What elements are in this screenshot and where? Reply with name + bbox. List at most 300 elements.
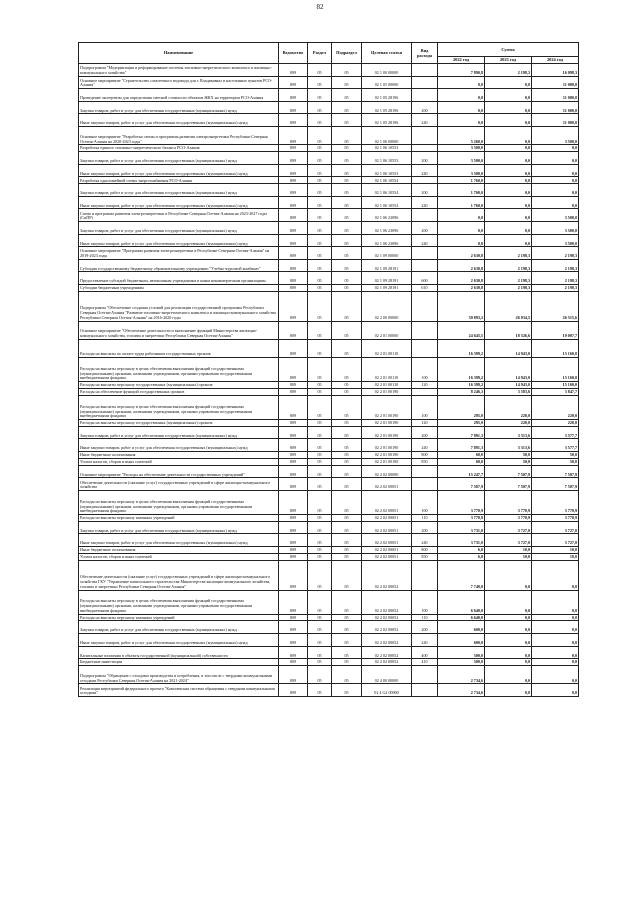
row-sum-2023: 2 198,3	[485, 259, 532, 272]
row-sum-2022: 7 507,9	[438, 478, 485, 491]
row-expense-type: 120	[412, 419, 438, 426]
row-sum-2023: 14 943,0	[485, 382, 532, 389]
row-sum-2022: 0,0	[438, 114, 485, 127]
row-sum-2023: 3 583,6	[485, 389, 532, 396]
row-sum-2023: 50,0	[485, 452, 532, 459]
table-row	[79, 419, 579, 426]
row-podrazdel: 05	[332, 209, 362, 222]
row-expense-type: 200	[412, 101, 438, 114]
table-row	[79, 89, 579, 102]
row-sum-2022: 3 731,0	[438, 521, 485, 534]
row-sum-2023: 0,0	[485, 177, 532, 184]
table-row	[79, 478, 579, 491]
row-ved: 809	[279, 358, 308, 382]
table-row	[79, 126, 579, 144]
table-row	[79, 560, 579, 590]
row-razdel: 05	[308, 247, 332, 260]
row-target-article: 02 1 06 10553	[362, 152, 412, 165]
row-target-article: 02 1 05 28196	[362, 89, 412, 102]
row-sum-2024: 0,0	[532, 177, 579, 184]
row-sum-2024: 0,0	[532, 164, 579, 177]
row-podrazdel: 05	[332, 614, 362, 621]
row-podrazdel: 05	[332, 234, 362, 247]
row-podrazdel: 05	[332, 439, 362, 452]
row-sum-2022: 0,0	[438, 89, 485, 102]
row-razdel: 05	[308, 389, 332, 396]
row-razdel: 05	[308, 164, 332, 177]
row-podrazdel: 05	[332, 145, 362, 152]
table-row	[79, 339, 579, 357]
row-name: Обеспечение деятельности (оказание услуг) государственных учреждений в сфере жилищно-коммунального хозяйства	[79, 478, 279, 491]
row-podrazdel: 05	[332, 458, 362, 465]
table-row	[79, 164, 579, 177]
row-expense-type: 240	[412, 114, 438, 127]
row-target-article: 02 1 05 00000	[362, 76, 412, 89]
table-row	[79, 177, 579, 184]
row-sum-2023: 2 198,3	[485, 64, 532, 77]
row-expense-type	[412, 247, 438, 260]
row-name: Основное мероприятие "Строительство самотечного водовода для г. Владикавказ и населенных пунктов РСО-Алания"	[79, 76, 279, 89]
row-podrazdel: 05	[332, 553, 362, 560]
row-name: Закупка товаров, работ и услуг для обеспечения государственных (муниципальных) нужд	[79, 222, 279, 235]
row-sum-2024: 0,0	[532, 646, 579, 659]
row-target-article: 02 2 01 00190	[362, 458, 412, 465]
row-name: Уплата налогов, сборов и иных платежей	[79, 458, 279, 465]
row-name: Расходы на выплаты персоналу в целях обеспечения выполнения функций государственными (муниципальными) органами, казенными учреждениями, органами управления государственными внебюджетными фондами	[79, 395, 279, 419]
row-podrazdel: 05	[332, 659, 362, 666]
row-podrazdel: 05	[332, 164, 362, 177]
table-row	[79, 514, 579, 521]
row-sum-2022: 500,0	[438, 659, 485, 666]
budget-table	[78, 42, 579, 697]
row-sum-2023: 0,0	[485, 222, 532, 235]
row-podrazdel: 05	[332, 382, 362, 389]
row-sum-2022: 0,0	[438, 101, 485, 114]
row-ved: 809	[279, 534, 308, 547]
row-podrazdel: 05	[332, 395, 362, 419]
row-sum-2024: 3 500,0	[532, 126, 579, 144]
row-podrazdel: 05	[332, 184, 362, 197]
row-razdel: 05	[308, 614, 332, 621]
row-name: Предоставление субсидий бюджетным, автономным учреждениям и иным некоммерческим организациям	[79, 272, 279, 285]
row-sum-2024: 11 000,0	[532, 101, 579, 114]
row-target-article: 02 1 06 00000	[362, 126, 412, 144]
row-name: Проведение экспертизы для определения сметной стоимости объектов ЖКХ на территории РСО-Алания	[79, 89, 279, 102]
row-sum-2022: 3 500,0	[438, 152, 485, 165]
row-ved: 809	[279, 177, 308, 184]
row-sum-2022: 6,0	[438, 547, 485, 554]
row-name: Расходы на выплаты персоналу в целях обеспечения выполнения функций государственными (муниципальными) органами, казенными учреждениями, органами управления государственными внебюджетными фондами	[79, 590, 279, 614]
row-razdel: 05	[308, 684, 332, 697]
row-target-article: 02 1 05 28196	[362, 114, 412, 127]
row-expense-type: 110	[412, 614, 438, 621]
row-target-article: 02 1 06 23096	[362, 234, 412, 247]
row-name: Иные закупки товаров, работ и услуг для обеспечения государственных (муниципальных) нужд	[79, 196, 279, 209]
row-target-article: 02 1 09 00000	[362, 247, 412, 260]
table-row	[79, 389, 579, 396]
row-sum-2023: 0,0	[485, 634, 532, 647]
table-row	[79, 222, 579, 235]
row-razdel: 05	[308, 209, 332, 222]
table-row	[79, 465, 579, 478]
row-name: Иные закупки товаров, работ и услуг для обеспечения государственных (муниципальных) нужд	[79, 534, 279, 547]
row-razdel: 05	[308, 465, 332, 478]
row-sum-2022: 2 734,6	[438, 684, 485, 697]
row-target-article: 02 2 02 00052	[362, 659, 412, 666]
row-sum-2024: 2 198,3	[532, 284, 579, 291]
row-sum-2023: 26 034,5	[485, 291, 532, 321]
row-sum-2024: 0,0	[532, 659, 579, 666]
row-ved: 809	[279, 152, 308, 165]
row-name: Субсидия государственному бюджетному образовательному учреждению "Учебно-курсовой комбинат"	[79, 259, 279, 272]
row-sum-2024: 0,0	[532, 684, 579, 697]
row-sum-2022: 3 770,9	[438, 490, 485, 514]
row-sum-2022: 500,0	[438, 646, 485, 659]
row-expense-type: 240	[412, 534, 438, 547]
row-razdel: 05	[308, 234, 332, 247]
header-razdel: Раздел	[308, 43, 332, 64]
row-sum-2022: 24 645,5	[438, 321, 485, 339]
row-ved: 809	[279, 465, 308, 478]
row-sum-2024: 3 770,9	[532, 490, 579, 514]
row-sum-2023: 3 313,6	[485, 426, 532, 439]
row-ved: 809	[279, 145, 308, 152]
row-sum-2023: 7 507,9	[485, 465, 532, 478]
row-sum-2022: 60,0	[438, 458, 485, 465]
row-sum-2022: 8 246,3	[438, 389, 485, 396]
row-expense-type: 240	[412, 164, 438, 177]
row-sum-2022: 0,0	[438, 222, 485, 235]
row-target-article: 02 2 01 00190	[362, 439, 412, 452]
row-sum-2022: 3 731,0	[438, 534, 485, 547]
row-razdel: 05	[308, 89, 332, 102]
row-sum-2022: 6,0	[438, 553, 485, 560]
row-name: Закупка товаров, работ и услуг для обеспечения государственных (муниципальных) нужд	[79, 101, 279, 114]
row-ved: 809	[279, 389, 308, 396]
row-podrazdel: 05	[332, 534, 362, 547]
table-row	[79, 101, 579, 114]
row-sum-2024: 0,0	[532, 621, 579, 634]
row-sum-2023: 0,0	[485, 684, 532, 697]
row-razdel: 05	[308, 666, 332, 684]
row-target-article: 02 4 00 00000	[362, 666, 412, 684]
row-expense-type: 610	[412, 284, 438, 291]
row-sum-2024: 19 007,7	[532, 321, 579, 339]
row-razdel: 05	[308, 621, 332, 634]
row-name: Расходы на выплаты персоналу государственных (муниципальных) органов	[79, 419, 279, 426]
row-podrazdel: 05	[332, 152, 362, 165]
table-row	[79, 358, 579, 382]
row-name: Реализация мероприятий федерального проекта "Комплексная система обращения с твердыми коммунальными отходами"	[79, 684, 279, 697]
table-row	[79, 247, 579, 260]
row-sum-2022: 3 500,0	[438, 145, 485, 152]
table-row	[79, 272, 579, 285]
row-sum-2023: 220,0	[485, 419, 532, 426]
row-ved: 809	[279, 419, 308, 426]
row-name: Иные закупки товаров, работ и услуг для обеспечения государственных (муниципальных) нужд	[79, 234, 279, 247]
row-razdel: 05	[308, 272, 332, 285]
table-row	[79, 646, 579, 659]
row-razdel: 05	[308, 196, 332, 209]
row-expense-type: 100	[412, 490, 438, 514]
row-sum-2023: 3 727,0	[485, 521, 532, 534]
row-target-article: 02 2 01 00190	[362, 395, 412, 419]
row-sum-2023: 0,0	[485, 209, 532, 222]
row-ved: 809	[279, 184, 308, 197]
row-target-article: 02 2 01 00110	[362, 339, 412, 357]
row-sum-2022: 5 260,0	[438, 126, 485, 144]
row-razdel: 05	[308, 76, 332, 89]
row-expense-type: 600	[412, 272, 438, 285]
row-sum-2024: 0,0	[532, 666, 579, 684]
row-podrazdel: 05	[332, 560, 362, 590]
row-sum-2024: 0,0	[532, 196, 579, 209]
table-row	[79, 553, 579, 560]
row-razdel: 05	[308, 64, 332, 77]
row-target-article: 02 2 02 00052	[362, 621, 412, 634]
row-sum-2022: 0,0	[438, 209, 485, 222]
row-podrazdel: 05	[332, 490, 362, 514]
row-sum-2023: 2 198,3	[485, 247, 532, 260]
row-target-article: 02 2 02 00051	[362, 478, 412, 491]
row-ved: 809	[279, 64, 308, 77]
table-body	[79, 64, 579, 697]
row-expense-type: 240	[412, 196, 438, 209]
row-sum-2024: 0,0	[532, 145, 579, 152]
row-target-article: 02 2 02 00052	[362, 634, 412, 647]
row-name: Уплата налогов, сборов и иных платежей	[79, 553, 279, 560]
row-sum-2023: 7 507,9	[485, 478, 532, 491]
row-target-article: 02 1 06 10553	[362, 145, 412, 152]
row-target-article: 02 2 02 00051	[362, 534, 412, 547]
row-podrazdel: 05	[332, 514, 362, 521]
row-expense-type	[412, 177, 438, 184]
row-sum-2023: 0,0	[485, 76, 532, 89]
row-sum-2023: 0,0	[485, 590, 532, 614]
row-name: Закупка товаров, работ и услуг для обеспечения государственных (муниципальных) нужд	[79, 426, 279, 439]
row-podrazdel: 05	[332, 478, 362, 491]
row-ved: 809	[279, 321, 308, 339]
row-name: Разработка единого топливно-энергетического баланса РСО-Алания	[79, 145, 279, 152]
row-name: Иные бюджетные ассигнования	[79, 547, 279, 554]
table-row	[79, 64, 579, 77]
row-razdel: 05	[308, 553, 332, 560]
row-razdel: 05	[308, 426, 332, 439]
row-sum-2024: 7 507,9	[532, 478, 579, 491]
table-row	[79, 382, 579, 389]
row-expense-type	[412, 560, 438, 590]
row-sum-2024: 0,0	[532, 614, 579, 621]
row-sum-2024: 10,0	[532, 547, 579, 554]
row-sum-2022: 2 630,8	[438, 284, 485, 291]
row-expense-type: 120	[412, 382, 438, 389]
row-target-article: 02 2 01 00190	[362, 389, 412, 396]
row-sum-2022: 0,0	[438, 76, 485, 89]
row-name: Субсидии бюджетным учреждениям	[79, 284, 279, 291]
row-ved: 809	[279, 339, 308, 357]
row-podrazdel: 05	[332, 284, 362, 291]
row-name: Подпрограмма "Обращение с отходами производства и потребления, в том числе с твердыми коммунальными отходами Республики Северная Осетия-Алания на 2021-2024"	[79, 666, 279, 684]
table-row	[79, 490, 579, 514]
row-podrazdel: 05	[332, 272, 362, 285]
row-target-article: 02 2 01 00190	[362, 419, 412, 426]
row-sum-2024: 2 198,3	[532, 259, 579, 272]
row-name: Иные закупки товаров, работ и услуг для обеспечения государственных (муниципальных) нужд	[79, 439, 279, 452]
row-sum-2023: 10,0	[485, 553, 532, 560]
row-sum-2023: 14 943,0	[485, 358, 532, 382]
row-sum-2022: 15 247,7	[438, 465, 485, 478]
row-ved: 809	[279, 209, 308, 222]
row-sum-2024: 7 507,9	[532, 465, 579, 478]
row-podrazdel: 05	[332, 452, 362, 459]
row-target-article: 02 1 06 10553	[362, 164, 412, 177]
row-ved: 809	[279, 478, 308, 491]
row-sum-2022: 16 399,2	[438, 339, 485, 357]
row-ved: 809	[279, 222, 308, 235]
table-row	[79, 634, 579, 647]
row-sum-2023: 0,0	[485, 101, 532, 114]
row-sum-2023: 0,0	[485, 646, 532, 659]
row-name: Иные бюджетные ассигнования	[79, 452, 279, 459]
row-sum-2023: 3 727,0	[485, 534, 532, 547]
row-razdel: 05	[308, 339, 332, 357]
row-expense-type: 800	[412, 452, 438, 459]
row-razdel: 05	[308, 284, 332, 291]
row-podrazdel: 05	[332, 101, 362, 114]
row-sum-2023: 3 770,9	[485, 514, 532, 521]
row-expense-type: 240	[412, 439, 438, 452]
row-expense-type	[412, 64, 438, 77]
row-expense-type: 200	[412, 152, 438, 165]
row-podrazdel: 05	[332, 196, 362, 209]
row-sum-2024: 0,0	[532, 152, 579, 165]
row-expense-type	[412, 291, 438, 321]
header-expense-type: Вид расхода	[412, 43, 438, 64]
row-target-article: 02 4 G2 00000	[362, 684, 412, 697]
row-ved: 809	[279, 553, 308, 560]
row-target-article: 02 2 02 00051	[362, 521, 412, 534]
row-name: Расходы на обеспечение функций государственных органов	[79, 389, 279, 396]
row-razdel: 05	[308, 114, 332, 127]
row-expense-type	[412, 126, 438, 144]
row-expense-type	[412, 209, 438, 222]
row-ved: 809	[279, 259, 308, 272]
header-year-2022: 2022 год	[438, 57, 485, 64]
row-sum-2022: 60,0	[438, 452, 485, 459]
row-sum-2024: 15 160,0	[532, 382, 579, 389]
row-name: Расходы на выплаты персоналу казенных учреждений	[79, 514, 279, 521]
row-sum-2023: 10,0	[485, 547, 532, 554]
row-sum-2023: 0,0	[485, 666, 532, 684]
row-sum-2024: 11 000,0	[532, 76, 579, 89]
row-ved: 809	[279, 101, 308, 114]
row-expense-type	[412, 465, 438, 478]
row-name: Схема и программа развития электроэнергетики в Республике Северная Осетия-Алания на 2023-2027 годы (СиПР)	[79, 209, 279, 222]
row-ved: 809	[279, 514, 308, 521]
row-target-article: 02 1 06 10554	[362, 196, 412, 209]
row-ved: 809	[279, 659, 308, 666]
table-row	[79, 395, 579, 419]
table-row	[79, 684, 579, 697]
row-expense-type: 110	[412, 514, 438, 521]
row-name: Основное мероприятие "Обеспечение деятельности и выполнение функций Министерства жилищно-коммунального хозяйства, топлива и энергетики Республики Северная Осетия-Алания"	[79, 321, 279, 339]
table-row	[79, 76, 579, 89]
row-expense-type: 200	[412, 222, 438, 235]
row-expense-type	[412, 478, 438, 491]
row-ved: 809	[279, 590, 308, 614]
row-ved: 809	[279, 89, 308, 102]
row-podrazdel: 05	[332, 222, 362, 235]
table-row	[79, 452, 579, 459]
row-name: Расходы на выплаты персоналу государственных (муниципальных) органов	[79, 382, 279, 389]
row-sum-2024: 16 098,3	[532, 64, 579, 77]
row-sum-2023: 0,0	[485, 164, 532, 177]
row-name: Капитальные вложения в объекты государственной (муниципальной) собственности	[79, 646, 279, 659]
row-sum-2024: 0,0	[532, 560, 579, 590]
row-target-article: 02 1 09 28191	[362, 259, 412, 272]
row-sum-2023: 0,0	[485, 184, 532, 197]
row-razdel: 05	[308, 184, 332, 197]
row-name: Расходы на выплаты персоналу в целях обеспечения выполнения функций государственными (муниципальными) органами, казенными учреждениями, органами управления государственными внебюджетными фондами	[79, 358, 279, 382]
row-ved: 809	[279, 521, 308, 534]
row-sum-2022: 0,0	[438, 234, 485, 247]
row-sum-2023: 0,0	[485, 126, 532, 144]
row-sum-2022: 39 893,2	[438, 291, 485, 321]
row-ved: 809	[279, 547, 308, 554]
row-razdel: 05	[308, 382, 332, 389]
row-podrazdel: 05	[332, 114, 362, 127]
row-sum-2024: 10,0	[532, 553, 579, 560]
row-target-article: 02 2 02 00052	[362, 614, 412, 621]
row-name: Закупка товаров, работ и услуг для обеспечения государственных (муниципальных) нужд	[79, 184, 279, 197]
row-podrazdel: 05	[332, 590, 362, 614]
row-expense-type: 850	[412, 553, 438, 560]
row-podrazdel: 05	[332, 666, 362, 684]
row-sum-2023: 0,0	[485, 196, 532, 209]
row-target-article: 02 2 01 00110	[362, 382, 412, 389]
row-razdel: 05	[308, 395, 332, 419]
row-razdel: 05	[308, 452, 332, 459]
row-podrazdel: 05	[332, 339, 362, 357]
row-razdel: 05	[308, 321, 332, 339]
row-sum-2023: 0,0	[485, 152, 532, 165]
row-expense-type: 850	[412, 458, 438, 465]
row-podrazdel: 05	[332, 89, 362, 102]
row-sum-2022: 1 760,0	[438, 177, 485, 184]
row-sum-2022: 600,0	[438, 634, 485, 647]
row-target-article: 02 1 09 28191	[362, 272, 412, 285]
table-row	[79, 284, 579, 291]
row-target-article: 02 2 02 00052	[362, 590, 412, 614]
page-number: 82	[316, 3, 324, 11]
row-sum-2024: 50,0	[532, 458, 579, 465]
row-razdel: 05	[308, 634, 332, 647]
row-sum-2024: 2 198,3	[532, 247, 579, 260]
row-sum-2023: 3 770,9	[485, 490, 532, 514]
row-sum-2023: 0,0	[485, 114, 532, 127]
row-sum-2024: 26 515,6	[532, 291, 579, 321]
table-row	[79, 590, 579, 614]
row-target-article: 02 2 02 00051	[362, 553, 412, 560]
row-razdel: 05	[308, 419, 332, 426]
row-expense-type: 200	[412, 184, 438, 197]
row-sum-2024: 15 160,0	[532, 339, 579, 357]
row-razdel: 05	[308, 291, 332, 321]
row-ved: 809	[279, 284, 308, 291]
table-row	[79, 547, 579, 554]
row-sum-2023: 0,0	[485, 659, 532, 666]
row-target-article: 02 2 01 00190	[362, 452, 412, 459]
